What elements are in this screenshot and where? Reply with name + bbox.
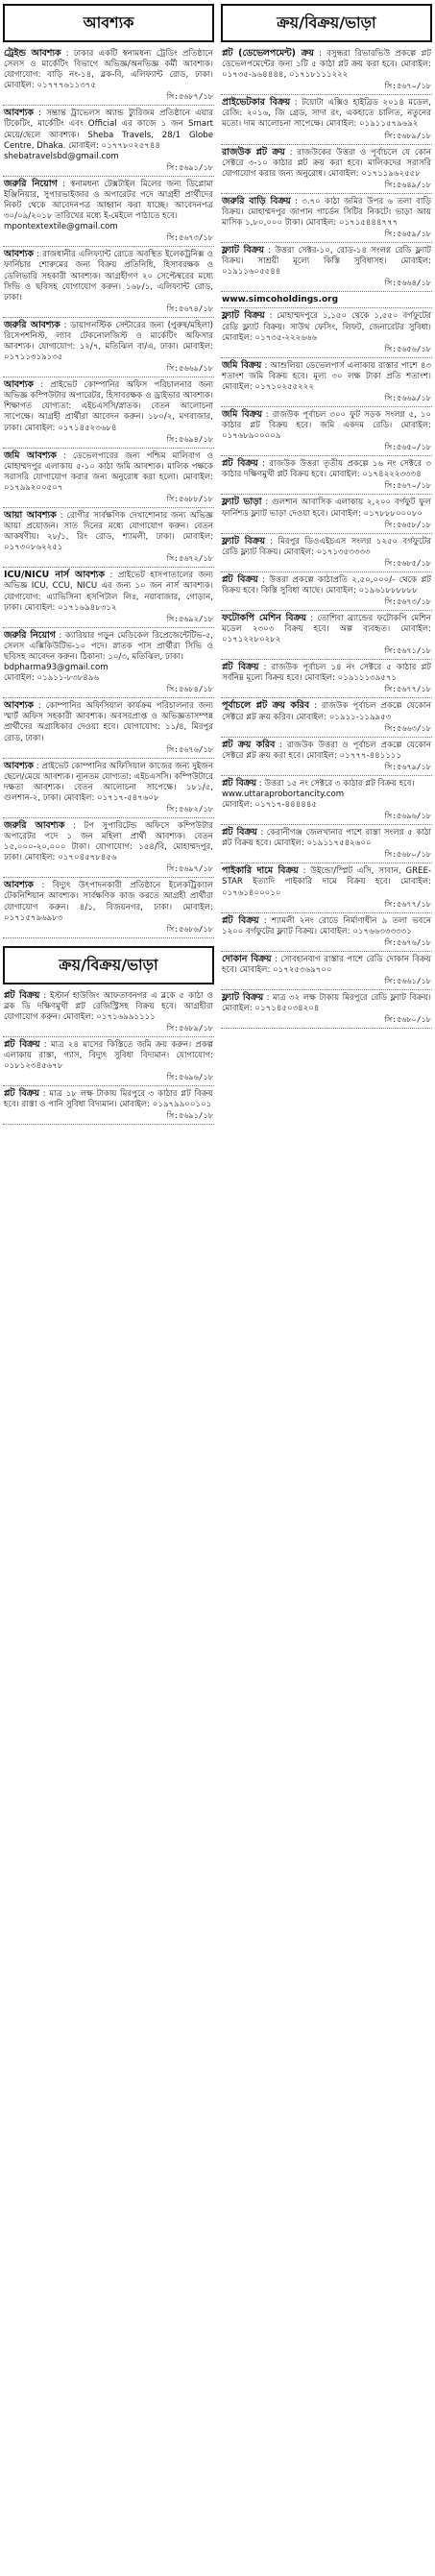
classified-ad	[3, 759, 214, 818]
ad-code: সি:৫৬৯২/১৮	[166, 614, 213, 623]
ad-code: সি:৫৬৫৮/১৮	[384, 520, 431, 529]
ad-code: সি:৫৬৯৪/১৮	[166, 434, 213, 444]
ad-keyword: প্লট বিক্রয়	[222, 827, 257, 838]
ad-code: সি:৫৬৫৬/১৮	[384, 344, 431, 353]
ad-body: : ক্যারিয়ার গড়ুন মেডিকেল রিপ্রেজেন্টেটিভ-৫, সেলস এক্সিকিউটিভ-১০ পদে। স্নাতক পাস প্রার্থীরা সিভি ও ছবিসহ আবেদন করুন। ঠিকানা: ১০/৩, মতিঝিল, ঢাকা। bdpharma93@gmail.com মোবাইল: ০১৯১১-৮৩৮৪৯৬	[4, 630, 213, 684]
ad-code: সি:৫৬৭৭/১৮	[384, 899, 431, 909]
ad-text	[222, 48, 431, 91]
ad-code: সি:৫৬৭৪/১৮	[166, 304, 213, 313]
classified-ad	[221, 990, 432, 1029]
ad-code: সি:৫৬৬৩/১৮	[384, 723, 431, 733]
ad-body: : টপ সুপারিটেন্ড অফিসে কম্পিউটার অপারেটর পদে ১ জন মহিলা প্রার্থী আবশ্যক। বেতন ১৫,০০০-২০,০০০ টাকা। যোগাযোগ: ১৫৪/বি, মোহাম্মদপুর, ঢাকা। মোবাইল: ০১৭০৪৫৭৮৪৫৬	[4, 820, 213, 863]
ad-text	[4, 249, 213, 313]
ad-keyword: আবশ্যক	[4, 108, 34, 119]
ad-code: সি:৫৬৭০/১৮	[384, 481, 431, 491]
classified-ad	[3, 106, 214, 176]
ad-keyword: প্লট বিক্রয়	[222, 662, 259, 673]
buy-sell-ads-list-right	[221, 46, 432, 1029]
ad-code: সি:৫৬৮৯/১৮	[384, 131, 431, 140]
ad-body: : বসুন্ধরা রিভারভিউ প্রকল্পে প্লট ডেভেলপমেন্টের জন্য ১টি ৫ কাঠা প্লট ক্রয় করা হবে। মোবাইল: ০১৭৩৫-৯৬৪৪৪৪, ০১৭১৮১১১২২২	[222, 49, 431, 81]
classified-ad	[221, 95, 432, 144]
ad-keyword: পাইকারি দামে বিক্রয়	[222, 865, 299, 877]
website-link[interactable]: www.simcoholdings.org	[221, 292, 432, 308]
ad-text	[222, 536, 431, 569]
ad-keyword: ফটোকপি মেশিন বিক্রয়	[222, 613, 306, 623]
ad-body: : সোবহানবাগ রাস্তার পাশে রেডি দোকান বিক্রয় হবে। মোবাইল: ০১৭২৫৩৬৯৭০০	[222, 954, 431, 975]
ad-body: : রাজউক পূর্বাচল ৩০০ ফুট সড়ক সংলগ্ন ৫, ১০ কাঠার প্লট বিক্রয় হবে। জমি একদম রেডি। মোবাইল: ০১৭৬৮৯০০০০৯	[222, 409, 431, 442]
section-header-buy-sell: ক্রয়/বিক্রয়/ভাড়া	[3, 946, 214, 984]
ad-body: : প্রাইভেট কোম্পানির অফিসিয়াল কাজের জন্য দুইজন ছেলে/মেয়ে আবশ্যক। ন্যূনতম যোগ্যতা: এইচএসসি। কম্পিউটারে দক্ষতা আবশ্যক। বেতন আলোচনা সাপেক্ষে। ১৮১/৫, গুলশান-২, ঢাকা। মোবাইল: ০১৭১৭-৫৪৭৬০৮	[4, 761, 213, 803]
ad-code: সি:৫৬৯৬/১৮	[166, 1073, 213, 1082]
ad-keyword: প্লট বিক্রয়	[222, 914, 259, 926]
ad-keyword: আবশ্যক	[4, 249, 34, 260]
ad-body: : প্রাইভেট কোম্পানির অফিস পরিচালনার জন্য অভিজ্ঞ কম্পিউটার অপারেটর, হিসাবরক্ষক ও ড্রাইভার আবশ্যক। শিক্ষাগত যোগ্যতা: এইচএসসি/স্নাতক। বেতন আলোচনা সাপেক্ষে। আগ্রহী প্রার্থীরা আবেদন করুন। ১৮০/২, মগবাজার, ঢাকা। মোবাইল: ০১৭১৪৫২৩৬৮৪	[4, 380, 213, 433]
ad-keyword: জরুরি আবশ্যক	[4, 319, 60, 330]
ad-body: : তোশিবা ব্র্যান্ডের ফটোকপি মেশিন মডেল ২৩০৩ বিক্রয় হবে। অল্প ব্যবহৃত। মোবাইল: ০১৭১২২৮০২৮২	[222, 614, 431, 645]
ad-code: সি:৫৬৬১/১৮	[384, 976, 431, 985]
ad-code: সি:৫৬৭৬/১৮	[384, 937, 431, 947]
ad-body: : উত্তরা প্রকল্পে কাঠাপ্রতি ২,৫০,০০০/- থেকে প্লট বিক্রয় হবে। কিস্তি সুবিধা আছে। মোবাইল: ০১৯৬১৮৮৮৮৮৮	[222, 574, 431, 595]
ad-keyword: জরুরি আবশ্যক	[4, 819, 65, 831]
ad-body: : রাজউক পূর্বাচল ১৪ নং সেক্টরে ৫ কাঠার প্লট সর্বনিম্ন মূল্যে বিক্রয় হবে। মোবাইল: ০১৯১১১৩৯৫৭১	[222, 663, 431, 684]
classified-ad	[221, 145, 432, 194]
ad-text	[4, 320, 213, 374]
classified-ad	[3, 377, 214, 448]
ad-text	[222, 700, 431, 733]
ad-body: : মোহাম্মদপুরে ১,১৫০ থেকে ১,৫৫০ বর্গফুটের রেডি ফ্ল্যাট বিক্রয়। সাউথ ফেসিং, লিফট, জেনারেটর সুবিধা। মোবাইল: ০১৭৩৫-২২২৬৬৬	[222, 311, 431, 343]
ad-keyword: আবশ্যক	[4, 700, 34, 712]
left-column	[3, 4, 214, 2572]
ad-code: সি:৫৬৮০/১৮	[384, 850, 431, 860]
ad-text	[222, 409, 431, 452]
ad-body: : স্বনামধন্য টেক্সটাইল মিলের জন্য ডিপ্লোমা ইঞ্জিনিয়ার, সুপারভাইজার ও অপারেটর পদে আগ্রহী প্রার্থীদের নিকট থেকে আবেদনপত্র আহ্বান করা যাচ্ছে। আবেদনপত্র ৩০/০৯/২০১৮ তারিখের মধ্যে ই-মেইলে পাঠাতে হবে। mpontextextile@gmail.com	[4, 179, 213, 232]
ad-keyword: প্রাইভেটকার বিক্রয়	[222, 97, 291, 109]
ad-text	[222, 360, 431, 403]
ad-text	[222, 865, 431, 909]
classified-ad	[3, 628, 214, 698]
classified-ad	[221, 194, 432, 243]
ad-body: : ইস্টার্ন হাউজিং আফতাবনগর এ ব্লকে ৫ কাঠা ও ব্লক ডি দক্ষিণমুখী প্লট রেজিস্ট্রিসহ বিক্রয় হবে। আগ্রহীরা যোগাযোগ করুন। মোবাইল: ০১৭১৬৯৯১১১১	[4, 990, 213, 1022]
classified-ad	[3, 568, 214, 627]
ad-text	[4, 990, 213, 1033]
ad-code: সি:৫৬৯১/১৮	[166, 1111, 213, 1121]
ad-keyword: ICU/NICU নার্স আবশ্যক	[4, 570, 105, 581]
ad-body: : উত্তরা ১৫ নং সেক্টরে ৩ কাঠার প্লট বিক্রয় হবে। www.uttaraprobortancity.com মোবাইল: ০১৭১৭-৪৪৪৪৪৫	[222, 778, 415, 811]
ad-code: সি:৫৬৭৯/১৮	[384, 762, 431, 771]
ad-text	[4, 510, 213, 564]
ad-keyword: ফ্ল্যাট বিক্রয়	[222, 245, 264, 256]
ad-keyword: জরুরি নিয়োগ	[4, 629, 56, 641]
classified-ad	[221, 46, 432, 95]
ad-text	[222, 310, 431, 353]
ad-keyword: রাজউক প্লট ক্রয়	[222, 146, 285, 158]
ad-keyword: ফ্ল্যাট ভাড়া	[222, 497, 262, 508]
classified-ad	[221, 776, 432, 825]
ad-code: সি:৫৬৯৬/১৮	[384, 812, 431, 821]
ad-text	[4, 1039, 213, 1082]
ad-code: সি:৫৬৭২/১৮	[166, 554, 213, 564]
ad-text	[222, 954, 431, 986]
ad-body: : রাজধানীর এলিফ্যান্ট রোডে অবস্থিত ইলেকট্রনিক্স ও ফার্নিচার শোরুমের জন্য বিক্রয় প্রতিনিধি, হিসাবরক্ষক ও ডেলিভারি সহকারী আবশ্যক। আগ্রহীগণ ২০ সেপ্টেম্বরের মধ্যে সিভি ও ছবিসহ যোগাযোগ করুন। ১৬৮/১, এলিফ্যান্ট রোড, ঢাকা।	[4, 250, 213, 303]
ad-text	[222, 196, 431, 239]
classified-ad	[221, 495, 432, 533]
ad-code: সি:৫৬৯১/১৮	[166, 162, 213, 172]
ad-keyword: প্লট বিক্রয়	[4, 989, 40, 1001]
classified-ad	[3, 698, 214, 758]
ad-keyword: আয়া আবশ্যক	[4, 510, 57, 521]
classified-ad	[221, 698, 432, 737]
ad-body: : আশুলিয়া ডেভেলপার্স এলাকায় রাস্তার পাশে ৪৩ শতাংশ জমি বিক্রয় হবে। মূল্য ৩০ লক্ষ টাকা প্রতি শতাংশ। মোবাইল: ০১৭১০২৫৫২২২	[222, 360, 431, 392]
ad-code: সি:৫৬৭৬/১৮	[166, 744, 213, 754]
classified-ad	[3, 988, 214, 1037]
ad-code: সি:৫৬৬৯/১৮	[166, 364, 213, 374]
classified-ad	[221, 825, 432, 863]
classified-ad	[221, 358, 432, 407]
ad-keyword: আবশ্যক	[4, 880, 34, 891]
ad-text	[222, 992, 431, 1025]
right-column	[221, 4, 432, 2572]
ad-text	[4, 630, 213, 694]
ad-text	[4, 820, 213, 874]
ad-body: : মিরপুর ডিওএইচএস সংলগ্ন ১২৫০ বর্গফুটের রেডি ফ্ল্যাট বিক্রয়। মোবাইল: ০১৭১৩৫৩৩৩৩	[222, 536, 431, 557]
classified-ad	[3, 1037, 214, 1086]
ad-text	[222, 827, 431, 860]
classified-ad	[3, 247, 214, 317]
ad-text	[222, 147, 431, 190]
classified-ad	[3, 449, 214, 508]
ad-body: : শ্যামলী ২নং রোডে নির্মাণাধীন ৯ তলা ভবনে ১২০০ বর্গফুটের ফ্ল্যাট বিক্রয়। মোবাইল: ০১৭৬৬৩৩৩৩৩১	[222, 915, 431, 936]
ad-text	[222, 778, 431, 821]
ad-text	[222, 458, 431, 491]
ad-keyword: প্লট বিক্রয়	[4, 1039, 40, 1050]
classified-ad	[3, 508, 214, 568]
ad-keyword: আবশ্যক	[4, 760, 34, 771]
ad-keyword: জমি বিক্রয়	[222, 359, 262, 371]
ad-text	[222, 574, 431, 607]
classified-ad	[221, 456, 432, 495]
ad-keyword: পূর্বাচলে প্লট ক্রয় করিব	[222, 700, 310, 712]
ad-text	[222, 915, 431, 948]
ad-keyword: আবশ্যক	[4, 379, 34, 391]
ad-keyword: প্লট বিক্রয়	[222, 573, 258, 585]
ad-keyword: ফ্ল্যাট বিক্রয়	[222, 991, 264, 1003]
ad-text	[4, 880, 213, 934]
classified-ad	[221, 407, 432, 456]
ad-code: সি:৫৬৮৭/১৮	[166, 92, 213, 102]
ad-keyword: ফ্ল্যাট বিক্রয়	[222, 535, 266, 547]
ad-body: : উত্তরা সেক্টর-১০, রোড-১৪ সংলগ্ন রেডি ফ্ল্যাট বিক্রয়। সাশ্রয়ী মূল্যে কিস্তি সুবিধাসহ। মোবাইল: ০১৯১১৬০৫৫৪৪	[222, 246, 431, 278]
ad-body: : রোগীর সার্বক্ষণিক দেখাশোনার জন্য অভিজ্ঞ আয়া প্রয়োজন। সাত দিনের মধ্যে যোগাযোগ করুন। বেতন আকর্ষণীয়। ২৮/১, রিং রোড, শ্যামলী, ঢাকা। মোবাইল: ০১৭৩০৮৬২২৫১	[4, 511, 213, 553]
buy-sell-ads-list-left	[3, 988, 214, 1126]
ad-keyword: জমি বিক্রয়	[222, 408, 262, 420]
section-header-buy-sell-rent: ক্রয়/বিক্রয়/ভাড়া	[221, 4, 432, 42]
ad-text	[4, 761, 213, 814]
ad-text	[222, 740, 431, 772]
classified-ad	[221, 913, 432, 952]
ad-code: সি:৫৬৫৯/১৮	[384, 230, 431, 239]
ad-keyword: প্লট বিক্রয়	[4, 1088, 40, 1100]
ad-body: : সম্ভ্রান্ত ট্রাভেলস অ্যান্ড ট্যুরিজম প্রতিষ্ঠানে এয়ার টিকেটিং, মার্কেটিং এবং Official এর কাজে ১ জন Smart মেয়ে/ছেলে আবশ্যক। Sheba Travels, 28/1 Globe Centre, Dhaka. মোবাইল: ০১৭৭৮০২৫৭৪৪ shebatravelsbd@gmail.com	[4, 109, 213, 161]
ad-text	[4, 700, 213, 754]
classified-ad	[3, 318, 214, 377]
ad-code: সি:৫৬৮৫/১৮	[384, 558, 431, 568]
classified-ad	[221, 243, 432, 292]
ad-body: : ঢাকার একটি স্বনামধন্য ট্রেডিং প্রতিষ্ঠানে সেলস ও মার্কেটিং বিভাগে অভিজ্ঞ/অনভিজ্ঞ কর্মী আবশ্যক। যোগাযোগ: বাড়ি নং-১৪, ব্লক-বি, এলিফ্যান্ট রোড, ঢাকা। মোবাইল: ০১৭৭৭৬১১৩৭৫	[4, 49, 213, 91]
classified-ad	[221, 738, 432, 776]
ad-code: সি:৫৬৭১/১৮	[384, 646, 431, 656]
ad-body: : রাজউক উত্তরা ও পূর্বাচল প্রকল্পে যেকোন সেক্টরে প্লট ক্রয় করা হবে। মোবাইল: ০১৭৭৭-৪৪১১১১	[222, 740, 431, 761]
ad-keyword: প্লট ক্রয় করিব	[222, 739, 276, 750]
classified-ad	[3, 1086, 214, 1125]
ad-body: : বিদ্যুৎ উৎপাদনকারী প্রতিষ্ঠানে ইলেকট্রিক্যাল টেকনিশিয়ান আবশ্যক। সার্বক্ষণিক কাজ করতে আগ্রহী প্রার্থীরা যোগাযোগ করুন। ৪/১, বিজয়নগর, ঢাকা। মোবাইল: ০১৭১৫৭৯৬৯৮৩	[4, 881, 213, 923]
classified-ad	[221, 952, 432, 990]
section-header-wanted: আবশ্যক	[3, 4, 214, 42]
ad-body: : রাজউক পূর্বাচল প্রকল্পে যেকোন সেক্টরে প্লট ক্রয় করিব। মোবাইল: ০১৯১১-১১৯৯৫৩	[222, 701, 431, 722]
ad-code: সি:৫৬৫০/১৮	[384, 443, 431, 452]
ad-keyword: প্লট বিক্রয়	[222, 458, 258, 470]
ad-body: : মাত্র ৩২ লক্ষ টাকায় মিরপুরে রেডি ফ্ল্যাট বিক্রয়। মোবাইল: ০১৭১৪৫০৩৪২০৪	[222, 992, 431, 1014]
ad-text	[4, 450, 213, 504]
ad-body: : কেরানীগঞ্জ জেলখানার পাশে রাস্তা সংলগ্ন ৫ কাঠা প্লট বিক্রয় হবে। মোবাইল: ০১৯১১৭৫৪২৬০০	[222, 828, 431, 849]
classified-ad	[221, 534, 432, 572]
ad-body: : ডেভেলপারের জন্য পশ্চিম মালিবাগ ও মোহাম্মদপুর এলাকায় ৫-১০ কাঠা জমি আবশ্যক। মালিক পক্ষকে সরাসরি যোগাযোগ করার জন্য অনুরোধ করা হলো। মোবাইল: ০১৭৯৯২০০৫০৭	[4, 450, 213, 493]
ad-body: : প্রাইভেট হাসপাতালের জন্য অভিজ্ঞ ICU, CCU, NICU এর জন্য ১০ জন নার্স আবশ্যক। যোগাযোগ: এ্যাভিসিনা হসপিটাল লিঃ, নয়াবাজার, গোড়ান, ঢাকা। মোবাইল: ০১৭১৬৯৪৮৩১২	[4, 571, 213, 613]
classified-ad	[3, 46, 214, 106]
ad-code: সি:৫৬৭৩/১৮	[384, 597, 431, 606]
ad-keyword: জরুরি নিয়োগ	[4, 178, 58, 189]
ad-code: সি:৫৬৮২/১৮	[166, 804, 213, 814]
ad-body: : কোম্পানির অফিসিয়াল কার্যক্রম পরিচালনার জন্য স্মার্ট অফিস সহকারী আবশ্যক। অবসরপ্রাপ্ত ও অভিজ্ঞতাসম্পন্ন প্রার্থীদের অগ্রাধিকার দেওয়া হবে। যোগাযোগ: ১১/৪, মিরপুর রোড, ঢাকা।	[4, 701, 213, 743]
ad-keyword: ফ্ল্যাট বিক্রয়	[222, 310, 265, 322]
ad-body: : উইন্ডো/স্প্লিট এসি, সাবান, GREE-STAR ইত্যাদি পাইকারি দামে বিক্রয় হবে। মোবাইল: ০১৭৬১৪০০০১০	[222, 866, 432, 898]
ad-keyword: জমি আবশ্যক	[4, 450, 57, 461]
ad-keyword: জরুরি বাড়ি বিক্রয়	[222, 195, 291, 207]
ad-code: সি:৫৬৭৩/১৮	[166, 233, 213, 243]
ad-body: : রাজউক উত্তরা তৃতীয় প্রকল্পে ১৬ নং সেক্টরে ৩ কাঠার দক্ষিণমুখী প্লট বিক্রয় হবে। মোবাইল: ০১৭৪২২২৩৩৩৪	[222, 459, 431, 480]
ad-text	[222, 497, 431, 529]
classified-ad	[3, 177, 214, 247]
ad-code: সি:৫৬৪৯/১৮	[384, 180, 431, 189]
ad-text	[222, 97, 431, 140]
classified-ad	[221, 863, 432, 912]
ad-keyword: ট্রেইন্ড আবশ্যক	[4, 48, 61, 59]
ad-code: সি:৫৬৮০/১৮	[384, 1015, 431, 1025]
classified-ad	[221, 308, 432, 357]
ad-body: : গুলশান আবাসিক এলাকায় ২,২০০ বর্গফুট ফুল ফার্নিশড ফ্ল্যাট ভাড়া দেওয়া হবে। মোবাইল: ০১৭৮৮৮০০০৮০	[222, 498, 431, 519]
ad-text	[4, 379, 213, 444]
classified-ad	[221, 660, 432, 698]
ad-text	[4, 1088, 213, 1121]
ad-text	[222, 662, 431, 694]
ad-code: সি:৫৬৬৪/১৮	[384, 279, 431, 288]
ad-code: সি:৫৬৭৭/১৮	[384, 685, 431, 694]
ad-text	[222, 245, 431, 288]
ad-text	[222, 613, 431, 656]
ad-body: : ডায়াগনস্টিক সেন্টারের জন্য (পুরুষ/মহিলা) রিসেপশনিস্ট, ল্যাব টেকনোলজিস্ট ও মার্কেটিং অফিসার আবশ্যক। যোগাযোগ: ১২/৭, মতিঝিল বা/এ, ঢাকা। মোবাইল: ০১৭১১৩১৯১৩৫	[4, 320, 213, 363]
ad-keyword: প্লট (ডেভেলপমেন্ট) ক্রয়	[222, 48, 314, 59]
classified-ad	[3, 878, 214, 937]
ad-keyword: দোকান বিক্রয়	[222, 953, 272, 964]
ad-code: সি:৫৬৮৬/১৮	[166, 924, 213, 934]
ad-text	[4, 48, 213, 102]
ad-body: : টয়োটা এক্সিও হাইব্রিড ২০১৪ মডেল, রেজি: ২০১৬, জি গ্রেড, সাদা রং, একহাতে চালিত, নতুনের মতো। দাম আলোচনা সাপেক্ষে। মোবাইল: ০১৯১১৫৭৯৬৯২	[222, 98, 431, 130]
ad-code: সি:৫৬৮৮/১৮	[166, 495, 213, 503]
classified-ad	[3, 818, 214, 878]
ad-code: সি:৫৬৮৪/১৮	[166, 685, 213, 694]
ad-text	[4, 179, 213, 243]
ad-code: সি:৫৬৭০/১৮	[384, 82, 431, 91]
ad-body: : মাত্র ১৮ লক্ষ টাকায় মিরপুরে ৩ কাঠার প্লট বিক্রয় হবে। রাস্তা ও পানি সুবিধা বিদ্যমান। মোবাইল: ০১৯৭৯৯০০১০১	[4, 1089, 213, 1110]
classified-ad	[221, 611, 432, 660]
ad-body: : রাজউকের উত্তরা ও পূর্বাচলে যে কোন সেক্টরে ৩-১০ কাঠার প্লট ক্রয় করা হবে। মালিকদের সরাসরি যোগাযোগ করার জন্য অনুরোধ। মোবাইল: ০১৭১১৯৬২৫৫৮	[222, 147, 432, 179]
ad-code: সি:৫৬৬৯/১৮	[384, 393, 431, 402]
ad-code: সি:৫৬৯৭/১৮	[166, 864, 213, 874]
wanted-ads-list	[3, 46, 214, 938]
classified-ad	[221, 572, 432, 611]
ad-keyword: প্লট বিক্রয়	[222, 777, 257, 789]
ad-text	[4, 108, 213, 172]
ad-code: সি:৫৬৮৯/১৮	[166, 1024, 213, 1033]
ad-body: : মাত্র ২৪ মাসের কিস্তিতে জমি ক্রয় করুন। প্রকল্প এলাকায় রাস্তা, গ্যাস, বিদ্যুৎ সুবিধা বিদ্যমান। যোগাযোগ: ০১৮১২৩৪৫৬৭৮	[4, 1040, 213, 1072]
ad-text	[4, 570, 213, 623]
ad-body: : ৩.৭০ কাঠা জমির উপর ৬ তলা বাড়ি বিক্রয়। মোহাম্মদপুর জাপান গার্ডেন সিটির নিকটে। ভাড়া আয় মাসিক ১,৮০,০০০ টাকা। মোবাইল: ০১৭১৫৪৪৪৭৭৭	[222, 196, 431, 229]
